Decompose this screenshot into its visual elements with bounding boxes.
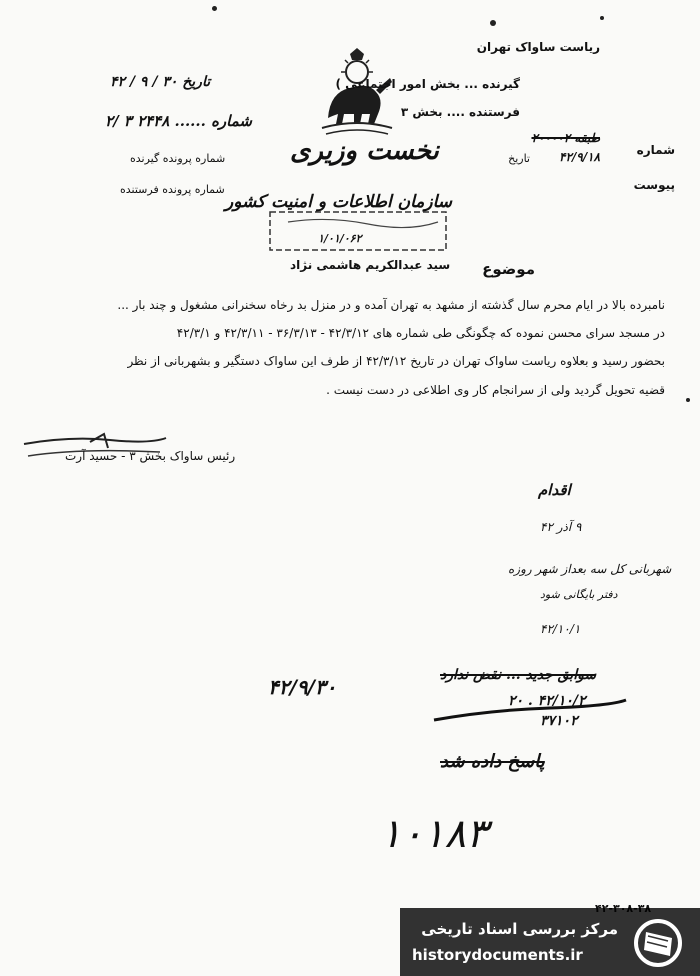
archive-note: سوابق جدید ... نقض ندارد bbox=[440, 667, 597, 683]
handwritten-note: ۴۲/۱۰/۲ . ۲۰ bbox=[508, 693, 586, 709]
scan-speck bbox=[600, 16, 604, 20]
stamp-reference: ۱/۰۱/۰۶۲ bbox=[318, 232, 362, 245]
office-heading: ریاست ساواک تهران bbox=[476, 40, 600, 54]
letter-date: تاریخ ۳۰ / ۹ / ۴۲ bbox=[110, 74, 211, 90]
date-label: تاریخ bbox=[508, 152, 530, 165]
crossed-out-note: پاسخ داده شد bbox=[440, 751, 545, 772]
letter-number: شماره ...... ۲۴۴۸ ۳ /۲ bbox=[105, 112, 252, 130]
subject-value: سید عبدالکریم هاشمی نژاد bbox=[290, 258, 451, 272]
reference-number: طبقه ۲۰۰۰۰۲ bbox=[531, 131, 600, 145]
sender-file-number: شماره پرونده فرستنده bbox=[120, 183, 225, 196]
lion-and-sun-emblem bbox=[318, 48, 396, 136]
handwritten-note: ۹ آذر ۴۲ bbox=[540, 520, 582, 534]
scan-speck bbox=[686, 398, 690, 402]
scan-speck bbox=[490, 20, 496, 26]
subject-label: موضوع bbox=[482, 260, 535, 278]
body-line: بحضور رسید و بعلاوه ریاست ساواک تهران در تاریخ ۴۲/۳/۱۲ از طرف این ساواک دستگیر و بشهربانی از نظر bbox=[127, 354, 665, 368]
handwritten-note: شهربانی کل سه بعداز شهر روزه bbox=[508, 562, 672, 576]
sender-line: فرستنده .... بخش ۳ bbox=[400, 105, 520, 119]
attachment-label: پیوست bbox=[633, 178, 675, 192]
strike-scribble bbox=[430, 690, 630, 730]
website-url: historydocuments.ir bbox=[412, 946, 583, 964]
organization-title: سازمان اطلاعات و امنیت کشور bbox=[225, 192, 453, 212]
reference-date: ۴۲/۹/۱۸ bbox=[559, 150, 600, 164]
handwritten-date: ۴۲/۹/۳۰ bbox=[268, 675, 337, 699]
receiver-file-number: شماره پرونده گیرنده bbox=[130, 152, 226, 165]
handwritten-note: ۳۷۱۰۲ bbox=[540, 713, 578, 729]
body-line: در مسجد سرای محسن نموده که چگونگی طی شماره های ۴۲/۳/۱۲ - ۳۶/۳/۱۳ - ۴۲/۳/۱۱ و ۴۲/۳/۱ bbox=[176, 326, 665, 340]
handwritten-note: ۴۲/۱۰/۱ bbox=[540, 622, 581, 636]
body-line: نامبرده بالا در ایام محرم سال گذشته از مشهد به تهران آمده و در منزل بد رخاه سخنرانی مشغول و چند بار ... bbox=[117, 298, 665, 312]
body-line: قضیه تحویل گردید ولی از سرانجام کار وی اطلاعی در دست نیست . bbox=[326, 383, 665, 397]
archive-logo-icon bbox=[632, 918, 684, 968]
action-note: اقدام bbox=[538, 481, 571, 499]
number-label: شماره bbox=[636, 143, 675, 157]
handwritten-note: دفتر بایگانی شود bbox=[540, 588, 618, 601]
center-name: مرکز بررسی اسناد تاریخی bbox=[421, 920, 618, 938]
registration-number: ۱۰۱۸۳ bbox=[380, 811, 488, 857]
scan-speck bbox=[212, 6, 217, 11]
recipient-line: گیرنده ... بخش امور اجتماعی ) bbox=[335, 77, 520, 91]
prime-ministry-title: نخست وزیری bbox=[290, 136, 439, 166]
signature-line: رئیس ساواک بخش ۳ - حسید آرت bbox=[65, 449, 236, 463]
